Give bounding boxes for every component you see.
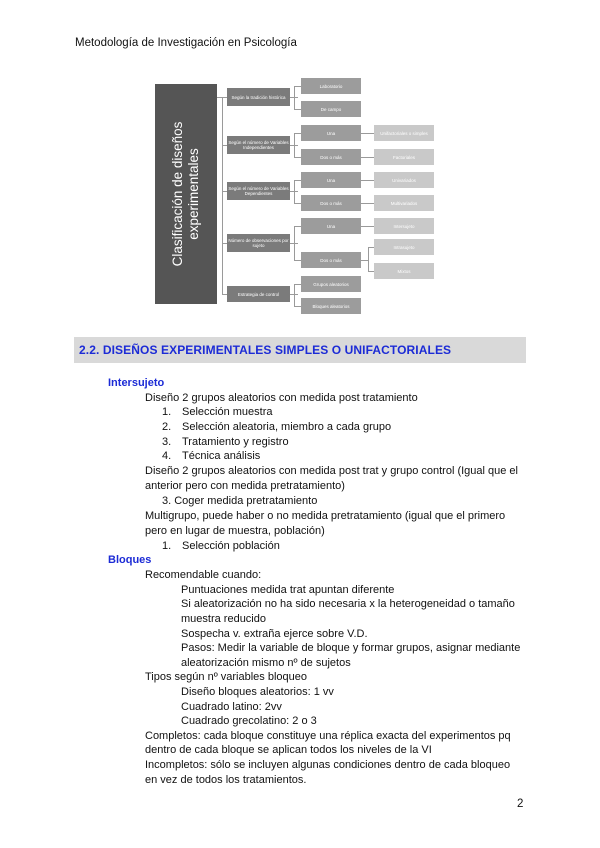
diagram-main-box xyxy=(155,84,217,304)
classification-diagram xyxy=(0,0,600,330)
incompletos-text: Incompletos: sólo se incluyen algunas condiciones dentro de cada bloqueo xyxy=(145,759,511,771)
bloques-heading: Bloques xyxy=(108,554,152,566)
type-text: Cuadrado grecolatino: 2 o 3 xyxy=(181,715,317,727)
list-item: 1. Selección población xyxy=(162,540,280,552)
level2-box: Una xyxy=(301,125,361,141)
tipos-label: Tipos según nº variables bloqueo xyxy=(145,671,307,683)
condition-text: muestra reducido xyxy=(181,613,266,625)
criterion-box: Número de observaciones por sujeto xyxy=(227,234,290,252)
list-item: 4. Técnica análisis xyxy=(162,450,261,462)
level3-box: Multivariados xyxy=(374,195,434,211)
condition-text: Si aleatorización no ha sido necesaria x la heterogeneidad o tamaño xyxy=(181,598,515,610)
level2-box: Bloques aleatorios xyxy=(301,298,361,314)
list-item: 1. Selección muestra xyxy=(162,406,273,418)
criterion-box: Estrategia de control xyxy=(227,286,290,302)
type-text: Cuadrado latino: 2vv xyxy=(181,701,282,713)
incompletos-text: en vez de todos los tratamientos. xyxy=(145,774,307,786)
diagram-main-label: Clasificación de diseños experimentales xyxy=(170,121,201,267)
completos-text: dentro de cada bloque se aplican todos los niveles de la VI xyxy=(145,744,432,756)
completos-text: Completos: cada bloque constituye una réplica exacta del experimentos pq xyxy=(145,730,511,742)
page-number: 2 xyxy=(517,798,524,810)
criterion-box: Según la tradición histórica xyxy=(227,88,290,106)
level3-box: Intrasujeto xyxy=(374,239,434,255)
level2-box: Una xyxy=(301,172,361,188)
design-3-line1: Multigrupo, puede haber o no medida pretratamiento (igual que el primero xyxy=(145,510,506,522)
criterion-box: Según el número de Variables Dependientes xyxy=(227,182,290,200)
design-3-line2: pero en lugar de muestra, población) xyxy=(145,525,325,537)
level2-box: Dos o más xyxy=(301,195,361,211)
recomendable-label: Recomendable cuando: xyxy=(145,569,262,581)
level2-box: Laboratorio xyxy=(301,78,361,94)
level3-box: Mixtos xyxy=(374,263,434,279)
level2-box: De campo xyxy=(301,101,361,117)
level2-box: Dos o más xyxy=(301,149,361,165)
section-title: 2.2. DISEÑOS EXPERIMENTALES SIMPLES O UNIFACTORIALES xyxy=(79,343,452,357)
level2-box: Grupos aleatorios xyxy=(301,276,361,292)
design-1: Diseño 2 grupos aleatorios con medida post tratamiento xyxy=(145,392,418,404)
design-2-line2: anterior pero con medida pretratamiento) xyxy=(145,480,345,492)
criterion-box: Según el número de Variables Independientes xyxy=(227,136,290,154)
list-item: 3. Coger medida pretratamiento xyxy=(162,495,318,507)
condition-text: Pasos: Medir la variable de bloque y formar grupos, asignar mediante xyxy=(181,642,521,654)
type-text: Diseño bloques aleatorios: 1 vv xyxy=(181,686,334,698)
design-2-line1: Diseño 2 grupos aleatorios con medida post trat y grupo control (Igual que el xyxy=(145,465,518,477)
page-header: Metodología de Investigación en Psicología xyxy=(75,37,297,49)
condition-text: aleatorización mismo nº de sujetos xyxy=(181,657,351,669)
condition-text: Sospecha v. extraña ejerce sobre V.D. xyxy=(181,628,368,640)
section-title-bar xyxy=(74,337,526,363)
list-item: 2. Selección aleatoria, miembro a cada grupo xyxy=(162,421,392,433)
intersujeto-heading: Intersujeto xyxy=(108,377,165,389)
level3-box: Intersujeto xyxy=(374,218,434,234)
level3-box: Univariados xyxy=(374,172,434,188)
level2-box: Una xyxy=(301,218,361,234)
level3-box: Factoriales xyxy=(374,149,434,165)
condition-text: Puntuaciones medida trat apuntan diferente xyxy=(181,584,395,596)
level2-box: Dos o más xyxy=(301,252,361,268)
list-item: 3. Tratamiento y registro xyxy=(162,436,289,448)
level3-box: Unifactoriales o simples xyxy=(374,125,434,141)
